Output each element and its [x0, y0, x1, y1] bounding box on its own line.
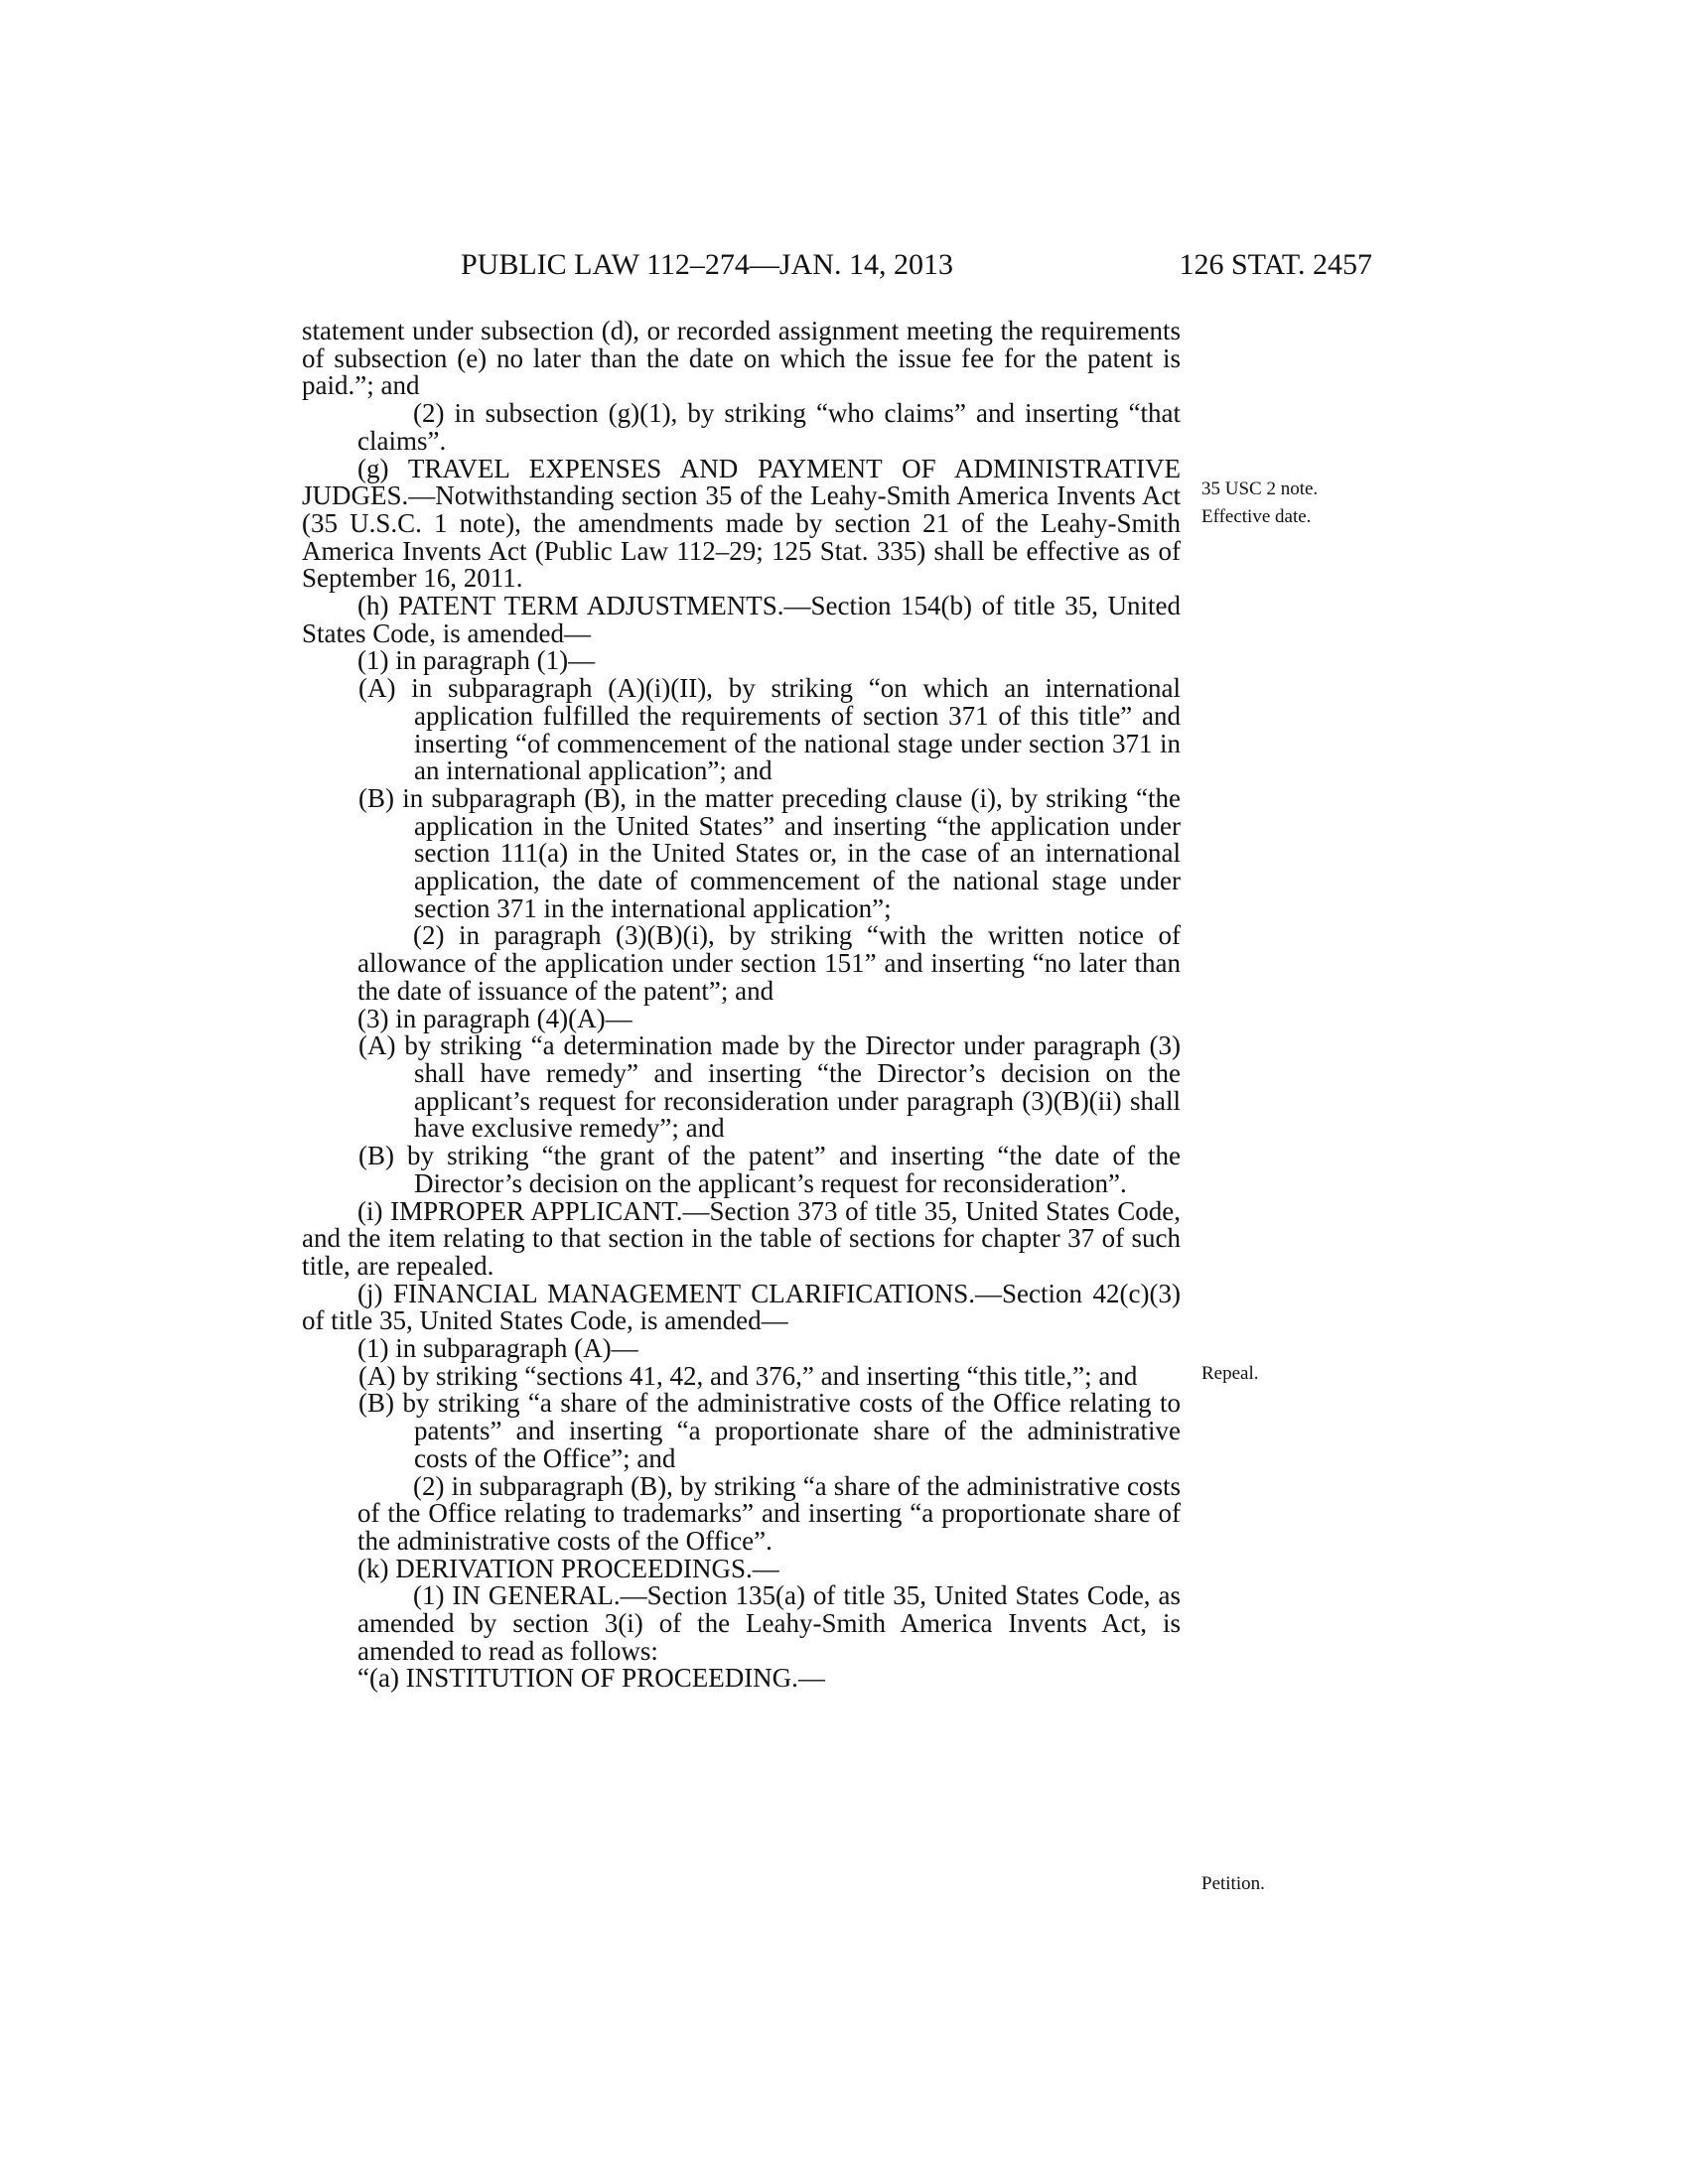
paragraph-h3a: (A) by striking “a determination made by the Director under paragraph (3) shall have remedy” and inserting “the Director’s decision on the applicant’s request for reconsideration under paragraph (3)(B)(ii) shall have exclusive remedy”; and [358, 1030, 1181, 1144]
paragraph-j2: (2) in subparagraph (B), by striking “a share of the administrative costs of the Office relating to trademarks” and inserting “a proportionate share of the administrative costs of the Office”. [357, 1470, 1181, 1556]
paragraph-j: (j) FINANCIAL MANAGEMENT CLARIFICATIONS.—Section 42(c)(3) of title 35, United States Code, is amended— [302, 1278, 1181, 1336]
paragraph-h1a: (A) in subparagraph (A)(i)(II), by striking “on which an international application fulfilled the requirements of section 371 of this title” and inserting “of commencement of the national stage under section 371 in an international application”; and [358, 673, 1181, 786]
paragraph-k: (k) DERIVATION PROCEEDINGS.— [357, 1553, 779, 1583]
paragraph-continuation: statement under subsection (d), or recorded assignment meeting the requirements of subsection (e) no later than the date on which the issue fee for the patent is paid.”; and [302, 316, 1181, 401]
margin-note-effective-date: Effective date. [1201, 506, 1312, 527]
page-header [302, 248, 1372, 288]
paragraph-i: (i) IMPROPER APPLICANT.—Section 373 of title 35, United States Code, and the item relating to that section in the table of sections for chapter 37 of such title, are repealed. [302, 1195, 1181, 1281]
paragraph-h1b: (B) in subparagraph (B), in the matter preceding clause (i), by striking “the application in the United States” and inserting “the application under section 111(a) in the United States or, in the case of an international application, the date of commencement of the national stage under section 371 in the international application”; [358, 782, 1181, 923]
paragraph-h1: (1) in paragraph (1)— [357, 645, 596, 676]
margin-note-petition: Petition. [1201, 1873, 1265, 1894]
paragraph-k1: (1) IN GENERAL.—Section 135(a) of title 35, United States Code, as amended by section 3(i) of the Leahy-Smith America Invents Act, is amended to read as follows: [357, 1580, 1181, 1666]
paragraph-j1a: (A) by striking “sections 41, 42, and 376,” and inserting “this title,”; and [358, 1360, 1138, 1391]
paragraph-h: (h) PATENT TERM ADJUSTMENTS.—Section 154(b) of title 35, United States Code, is amended— [302, 591, 1181, 648]
paragraph-f2: (2) in subsection (g)(1), by striking “who claims” and inserting “that claims”. [357, 398, 1181, 456]
margin-note-repeal: Repeal. [1201, 1363, 1259, 1384]
paragraph-h3b: (B) by striking “the grant of the patent” and inserting “the date of the Director’s decision on the applicant’s request for reconsideration”. [358, 1141, 1181, 1198]
paragraph-j1: (1) in subparagraph (A)— [357, 1333, 638, 1364]
page-number: 126 STAT. 2457 [1179, 248, 1372, 281]
margin-note-usc: 35 USC 2 note. [1201, 478, 1319, 499]
running-head: PUBLIC LAW 112–274—JAN. 14, 2013 [461, 248, 953, 281]
paragraph-g: (g) TRAVEL EXPENSES AND PAYMENT OF ADMINISTRATIVE JUDGES.—Notwithstanding section 35 of the Leahy-Smith America Invents Act (35 U.S.C. 1 note), the amendments made by section 21 of the Leahy-Smith America Invents Act (Public Law 112–29; 125 Stat. 335) shall be effective as of September 16, 2011. [302, 453, 1181, 594]
paragraph-j1b: (B) by striking “a share of the administrative costs of the Office relating to patents” and inserting “a proportionate share of the administrative costs of the Office”; and [358, 1388, 1181, 1473]
document-body [302, 318, 1181, 1693]
paragraph-h2: (2) in paragraph (3)(B)(i), by striking “with the written notice of allowance of the application under section 151” and inserting “no later than the date of issuance of the patent”; and [357, 920, 1181, 1006]
paragraph-k-quote: “(a) INSTITUTION OF PROCEEDING.— [357, 1663, 825, 1694]
paragraph-h3: (3) in paragraph (4)(A)— [357, 1003, 633, 1033]
